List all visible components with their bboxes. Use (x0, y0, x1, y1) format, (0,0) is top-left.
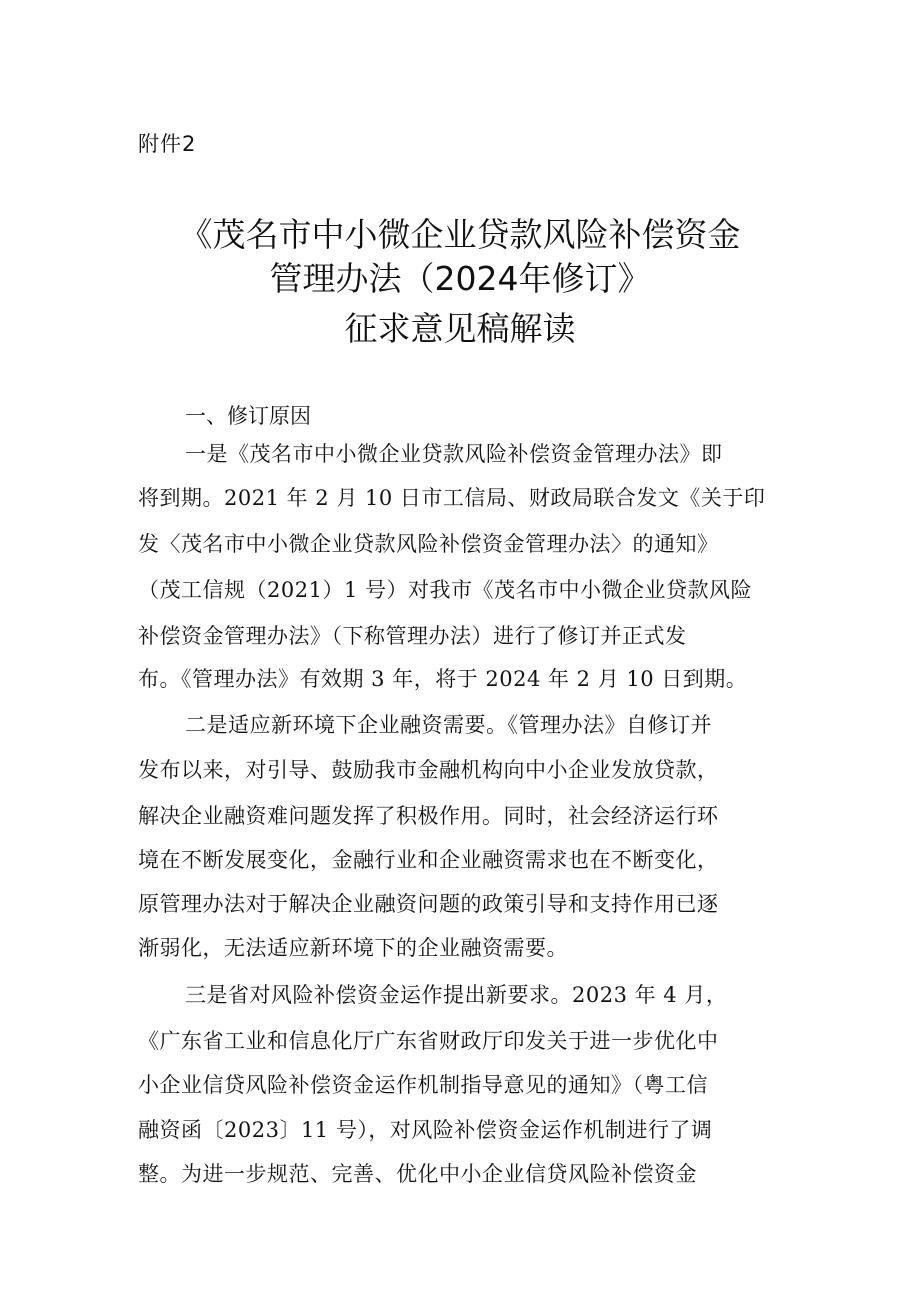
document-title-line-3: 征求意见稿解读 (344, 309, 576, 348)
paragraph-line: 渐弱化，无法适应新环境下的企业融资需要。 (138, 936, 568, 960)
paragraph-line: （茂工信规（2021）1 号）对我市《茂名市中小微企业贷款风险 (138, 578, 752, 602)
paragraph-line: 《广东省工业和信息化厅广东省财政厅印发关于进一步优化中 (138, 1029, 719, 1053)
paragraph-line: 小企业信贷风险补偿资金运作机制指导意见的通知》（粤工信 (138, 1073, 708, 1097)
document-title-line-1: 《茂名市中小微企业贷款风险补偿资金 (179, 215, 741, 254)
paragraph-line: 融资函〔2023〕11 号），对风险补偿资金运作机制进行了调 (138, 1118, 713, 1142)
paragraph-line: 发布以来，对引导、鼓励我市金融机构向中小企业发放贷款， (138, 758, 719, 782)
paragraph-line: 发〈茂名市中小微企业贷款风险补偿资金管理办法〉的通知》 (138, 532, 719, 556)
section-heading: 一、修订原因 (185, 404, 311, 428)
paragraph-line: 布。《管理办法》有效期 3 年，将于 2024 年 2 月 10 日到期。 (138, 667, 748, 691)
attachment-label: 附件2 (138, 132, 197, 156)
paragraph-line: 一是《茂名市中小微企业贷款风险补偿资金管理办法》即 (185, 442, 723, 466)
document-title-line-2: 管理办法（2024年修订》 (269, 259, 651, 298)
paragraph-line: 整。为进一步规范、完善、优化中小企业信贷风险补偿资金 (138, 1162, 697, 1186)
paragraph-line: 原管理办法对于解决企业融资问题的政策引导和支持作用已逐 (138, 892, 719, 916)
paragraph-line: 境在不断发展变化，金融行业和企业融资需求也在不断变化， (138, 848, 719, 872)
paragraph-line: 将到期。2021 年 2 月 10 日市工信局、财政局联合发文《关于印 (138, 486, 766, 510)
paragraph-line: 补偿资金管理办法》（下称管理办法）进行了修订并正式发 (138, 624, 687, 648)
paragraph-line: 解决企业融资难问题发挥了积极作用。同时，社会经济运行环 (138, 804, 719, 828)
paragraph-line: 二是适应新环境下企业融资需要。《管理办法》自修订并 (185, 713, 712, 737)
paragraph-line: 三是省对风险补偿资金运作提出新要求。2023 年 4 月， (185, 983, 728, 1007)
